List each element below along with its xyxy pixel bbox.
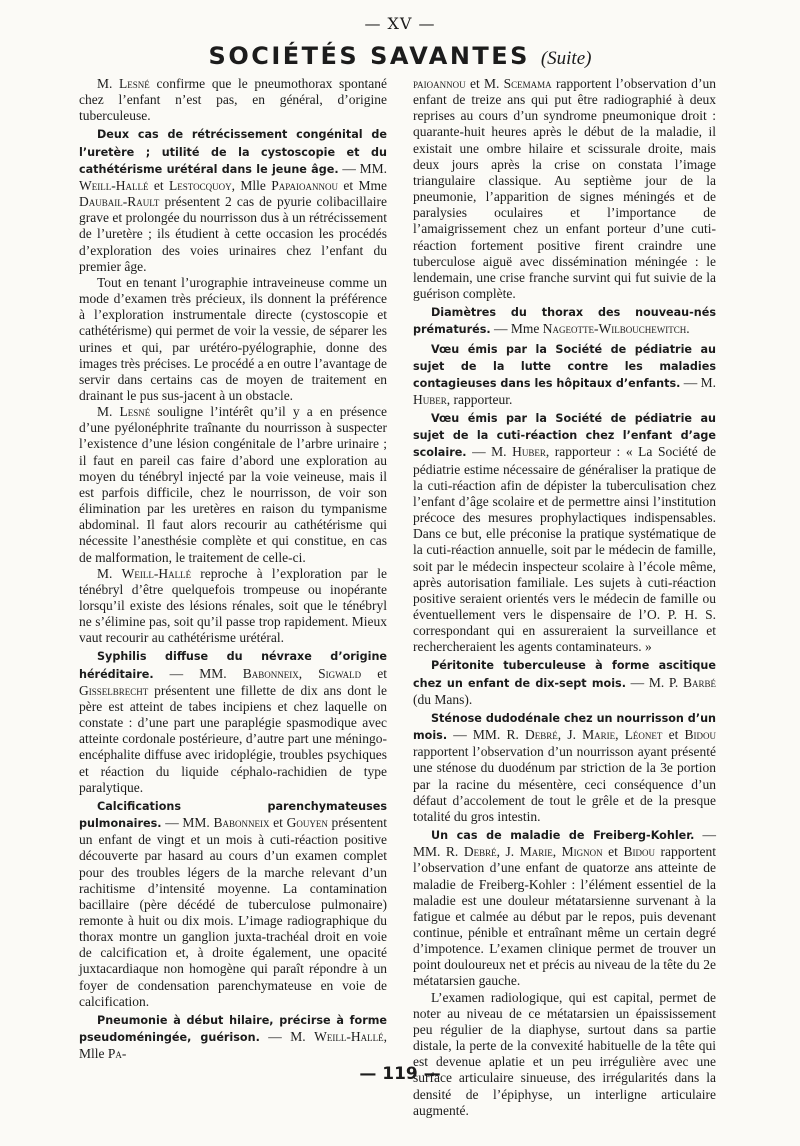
author-name: Marie bbox=[519, 844, 553, 860]
text-run: — M. bbox=[680, 374, 716, 390]
text-run: , bbox=[298, 665, 319, 681]
text-run: L’examen radiologique, qui est capital, permet de noter au niveau de ce métatarsien un épaississement peu régulier de la diaphyse, surtout dans sa partie distale, la perte de la convexité habituelle de la tête qui est devenue aplatie et un peu irrégulière avec une surface articulaire sinueuse, des irrégularités dans la densité de l’épiphyse, un interligne articulaire augmenté. bbox=[413, 989, 716, 1118]
page-title-suffix: (Suite) bbox=[540, 48, 592, 69]
text-run: — MM. bbox=[161, 815, 214, 831]
text-run: (du Mans). bbox=[413, 691, 473, 707]
text-run: et bbox=[602, 844, 624, 860]
text-run: , Mlle bbox=[231, 177, 272, 193]
text-run: — M. bbox=[466, 444, 513, 460]
section-heading: Un cas de maladie de Freiberg-Kohler. bbox=[431, 829, 695, 843]
paragraph bbox=[79, 1012, 387, 1062]
text-run: et bbox=[361, 665, 387, 681]
paragraph bbox=[79, 648, 387, 795]
section-heading: Syphilis diffuse du névraxe d’origine héréditaire. bbox=[79, 650, 387, 681]
paragraph bbox=[413, 410, 716, 655]
paragraph bbox=[413, 710, 716, 825]
paragraph bbox=[413, 990, 716, 1119]
text-run: Tout en tenant l’urographie intraveineuse comme un mode d’examen très précieux, ils donnent la préférence à l’exploration instrumentale directe (cystoscopie et cathétérisme) qui permet de voir la vessie, de séparer les urines et qui, par urétéro-pyélographie, donne des images très précises. Le procédé a en outre l’avantage de servir dans certains cas de moyen de traitement en drainant le pus sus-jacent à un obstacle. bbox=[79, 274, 387, 403]
text-run: — M. P. bbox=[625, 674, 683, 690]
text-run: . bbox=[686, 321, 690, 337]
text-run: , rapporteur : « La Société de pédiatrie estime nécessaire de généraliser la pratique de la cuti-réaction afin de dépister la tuberculisation chez l’enfant d’âge scolaire et de permettre ainsi l’institution précoce des mesures prophylactiques indispensables. Dans ce but, elle préconise la pratique systématique de la cuti-réaction annuelle, soit par le médecin de famille, soit par le médecin inspecteur scolaire à l’école même, après autorisation familiale. Les sujets à cuti-réaction positive seraient orientés vers le médecin de famille ou éventuellement vers le dispensaire de l’O. P. H. S. correspondant qui en assureraient la surveillance et rechercheraient les agents contaminateurs. » bbox=[413, 444, 716, 655]
author-name: Scemama bbox=[503, 76, 552, 91]
section-heading: Pneumonie à début hilaire, précirse à forme pseudoméningée, guérison. bbox=[79, 1013, 387, 1045]
text-run: rapportent l’observation d’une enfant de quatorze ans atteinte de maladie de Freiberg-Kohler : l’élément essentiel de la maladie est une douleur métatarsienne survenant à la fatigue et calmée au début par le repos, puis devenant continue, pénible et entraînant même un certain degré d’impotence. L’examen clinique permet de trouver un point douloureux net et précis au niveau de la tête du 2e métatarsien gauche. bbox=[413, 844, 716, 989]
text-run: , bbox=[552, 844, 562, 860]
text-run: , Mlle bbox=[79, 1029, 387, 1062]
author-name: Weill-Hallé bbox=[314, 1029, 384, 1045]
text-run: — MM. R. bbox=[413, 827, 716, 860]
page-number-roman: — XV — bbox=[364, 14, 436, 33]
author-name: Huber bbox=[512, 444, 546, 460]
text-run: rapportent l’observation d’un nourrisson ayant présenté une sténose du duodénum par striction de la 3e portion par la racine du mésentère, ceci conséquence d’un défaut d’accolement de tout le grêle et de la presque totalité du gros intestin. bbox=[413, 744, 716, 824]
text-run: et bbox=[269, 815, 287, 831]
right-column bbox=[413, 76, 717, 1118]
author-name: Pa- bbox=[107, 1046, 127, 1062]
text-run: souligne l’intérêt qu’il y a en présence d’une pyélonéphrite traînante du nourrisson à suspecter l’existence d’une lésion congénitale de l’arbre urinaire ; il faut en pareil cas faire d’abord une exploration au moyen du ténébryl injecté par la voie veineuse, mais il est parfois difficile, chez le nourrisson, de voir son élimination par les uretères en raison du tympanisme abdominal. Il faut alors recourir au cathétérisme qui nécessite l’anesthésie complète et qui constitue, en cas de malformation, le traitement de celle-ci. bbox=[79, 404, 387, 565]
paragraph bbox=[79, 404, 387, 566]
author-name: Huber bbox=[413, 391, 447, 407]
author-name: Gouyen bbox=[286, 815, 328, 831]
section-heading: Deux cas de rétrécissement congénital de l’uretère ; utilité de la cystoscopie et du cathétérisme urétéral dans le jeune âge. bbox=[79, 128, 387, 176]
author-name: Babonneix bbox=[213, 815, 270, 831]
paragraph bbox=[79, 275, 387, 404]
paragraph bbox=[413, 341, 716, 409]
page-title bbox=[0, 42, 800, 70]
paragraph bbox=[413, 657, 716, 707]
author-name: Debré bbox=[463, 844, 497, 860]
author-name: paioannou bbox=[413, 76, 466, 91]
paragraph bbox=[79, 798, 387, 1010]
paragraph bbox=[413, 76, 716, 302]
text-run: et bbox=[148, 177, 170, 193]
author-name: Nageotte-Wilbouchewitch bbox=[542, 321, 687, 337]
text-run: , rapporteur. bbox=[446, 391, 513, 407]
paragraph bbox=[79, 566, 387, 647]
text-run: M. bbox=[97, 76, 120, 91]
text-run: — M. bbox=[259, 1029, 315, 1045]
author-name: Bidou bbox=[623, 844, 655, 860]
text-run: et M. bbox=[465, 76, 504, 91]
author-name: Mignon bbox=[561, 844, 603, 860]
text-run: rapportent l’observation d’un enfant de treize ans qui put être radiographié à deux reprises au cours d’un syndrome pneumonique droit : quarante-huit heures après le début de la maladie, il existait une ombre hilaire et scissurale droite, mais deux jours après la crise on constata l’image triangulaire classique. Au septième jour de la pneumonie, l’apparition de signes méningés et de paralysies oculaires et l’importance de l’amaigrissement chez un enfant porteur d’une cuti-réaction fortement positive firent craindre une tuberculose aiguë avec dissémination méningée : le lendemain, une crise franche survint qui fut suivie de la guérison complète. bbox=[413, 76, 717, 302]
text-run: présentent une fillette de dix ans dont le père est atteint de tabes incipiens et chez laquelle on constate : d’une part une paraplégie spasmodique avec atteinte cordonale postérieure, d’autre part une méningo-encéphalite diffuse avec iridoplégie, troubles psychiques et réaction du liquide céphalo-rachidien de type paralytique. bbox=[79, 682, 387, 795]
author-name: Weill-Hallé bbox=[121, 565, 192, 581]
left-column bbox=[79, 76, 387, 1061]
text-run: — Mme bbox=[490, 321, 543, 337]
text-run: M. bbox=[97, 404, 120, 420]
section-heading: Diamètres du thorax des nouveau-nés prématurés. bbox=[413, 306, 716, 337]
author-name: Marie bbox=[582, 727, 616, 743]
paragraph bbox=[79, 76, 387, 124]
text-run: et Mme bbox=[337, 177, 387, 193]
author-name: Sigwald bbox=[318, 665, 362, 681]
text-run: — MM. R. bbox=[447, 727, 526, 743]
page-number: — 119 — bbox=[359, 1064, 441, 1084]
paragraph bbox=[413, 827, 716, 990]
author-name: Daubail-Rault bbox=[79, 194, 160, 210]
text-run: , bbox=[615, 727, 625, 743]
author-name: Gisselbrecht bbox=[79, 682, 149, 698]
author-name: Barbé bbox=[682, 674, 716, 690]
section-heading: Vœu émis par la Société de pédiatrie au sujet de la lutte contre les maladies contagieuses dans les hôpitaux d’enfants. bbox=[413, 342, 716, 390]
section-heading: Vœu émis par la Société de pédiatrie au sujet de la cuti-réaction chez l’enfant d’age scolaire. bbox=[413, 412, 716, 460]
author-name: Papaioannou bbox=[271, 177, 338, 193]
text-run: présentent 2 cas de pyurie colibacillaire grave et prolongée du nourrisson dus à un rétrécissement de l’uretère ; ils étudient à cette occasion les procédés d’exploration des voies urinaires chez l’enfant du premier âge. bbox=[79, 194, 387, 274]
author-name: Weill-Hallé bbox=[79, 177, 149, 193]
text-run: — MM. bbox=[338, 160, 388, 176]
text-run: présentent un enfant de vingt et un mois à cuti-réaction positive découverte par hasard au cours d’un examen complet pour des troubles légers de la marche relevant d’un rachitisme d’intensité moyenne. La contamination bacillaire (père décédé de tuberculose pulmonaire) remonte à huit ou dix mois. L’image radiographique du thorax montre un ganglion juxta-trachéal droit en voie de calcification et, à droite également, une opacité juxtacardiaque non homogène qui paraît répondre à un foyer de condensation parenchymateuse en voie de calcification. bbox=[79, 815, 387, 1009]
text-run: — MM. bbox=[153, 665, 243, 681]
section-heading: Péritonite tuberculeuse à forme ascitique chez un enfant de dix-sept mois. bbox=[413, 659, 716, 690]
text-run: , J. bbox=[557, 727, 583, 743]
text-run: et bbox=[662, 727, 685, 743]
author-name: Babonneix bbox=[242, 665, 299, 681]
author-name: Lesné bbox=[119, 76, 150, 91]
section-heading: Sténose dudodénale chez un nourrisson d’un mois. bbox=[413, 711, 716, 743]
author-name: Bidou bbox=[684, 727, 717, 743]
author-name: Lestocquoy bbox=[169, 177, 232, 193]
text-run: M. bbox=[97, 565, 122, 581]
section-heading: Calcifications parenchymateuses pulmonaires. bbox=[79, 799, 387, 831]
author-name: Debré bbox=[525, 727, 558, 743]
paragraph bbox=[79, 126, 387, 274]
text-run: , J. bbox=[496, 844, 520, 860]
author-name: Léonet bbox=[624, 727, 663, 743]
text-run: confirme que le pneumothorax spontané chez l’enfant n’est pas, en général, d’origine tuberculeuse. bbox=[79, 76, 387, 124]
paragraph bbox=[413, 304, 716, 338]
text-run: reproche à l’exploration par le ténébryl d’être quelquefois trompeuse ou inopérante lorsqu’il existe des lésions rénales, soit que le ténébryl ne s’élimine pas, soit qu’il passe trop rapidement. Mieux vaut recourir au cathétérisme urétéral. bbox=[79, 565, 387, 646]
page-title-text: SOCIÉTÉS SAVANTES bbox=[208, 42, 530, 70]
author-name: Lesné bbox=[119, 404, 151, 420]
